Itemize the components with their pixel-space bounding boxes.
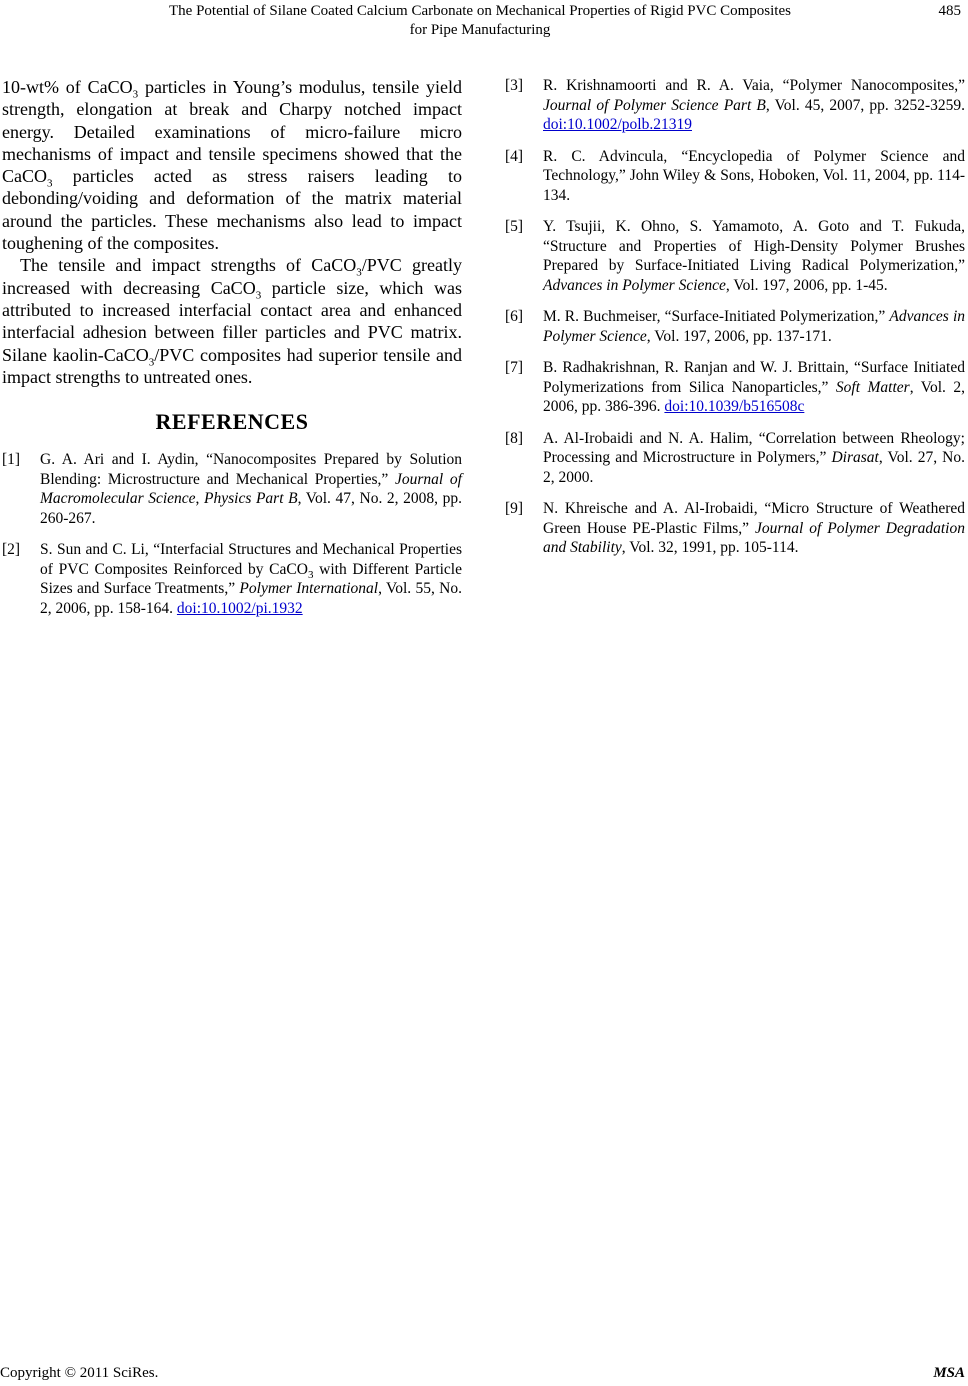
copyright-notice: Copyright © 2011 SciRes. — [0, 1365, 159, 1381]
body-paragraph-2: The tensile and impact strengths of CaCO$_3$/PVC greatly increased with decreasing CaCO$_3$ particle size, which was attributed to increased interfacial contact area and enhanced interfacial adhesion between filler particles and PVC matrix. Silane kaolin-CaCO$_3$/PVC composites had superior tensile and impact strengths to untreated ones. — [2, 255, 463, 387]
reference-item-5: [5] Y. Tsujii, K. Ohno, S. Yamamoto, A. Goto and T. Fukuda, “Structure and Properties of High-Density Polymer Brushes Prepared by Surface-Initiated Living Radical Polymerization,” Advances in Polymer Science, Vol. 197, 2006, pp. 1-45. — [505, 218, 965, 294]
reference-item-9: [9] N. Khreische and A. Al-Irobaidi, “Micro Structure of Weathered Green House PE-Plastic Films,” Journal of Polymer Degradation and Stability, Vol. 32, 1991, pp. 105-114. — [505, 500, 965, 556]
reference-number: [4] — [505, 147, 524, 165]
references-heading: REFERENCES — [155, 409, 309, 435]
reference-item-3: [3] R. Krishnamoorti and R. A. Vaia, “Polymer Nanocomposites,” Journal of Polymer Science Part B, Vol. 45, 2007, pp. 3252-3259. doi:10.1002/polb.21319 — [505, 77, 965, 133]
running-header — [0, 0, 968, 46]
journal-title: Dirasat — [831, 449, 879, 466]
journal-title: Journal of Polymer Degradation and Stability — [543, 519, 965, 556]
reference-number: [9] — [505, 500, 524, 517]
journal-title: Journal of Polymer Science Part B — [543, 96, 766, 114]
reference-number: [5] — [505, 218, 524, 235]
reference-item-8: [8] A. Al-Irobaidi and N. A. Halim, “Correlation between Rheology; Processing and Microstructure in Polymers,” Dirasat, Vol. 27, No. 2, 2000. — [505, 429, 966, 486]
reference-number: [6] — [505, 308, 524, 325]
reference-number: [2] — [2, 541, 21, 559]
running-title-line2: for Pipe Manufacturing — [409, 22, 551, 38]
right-column — [505, 76, 965, 570]
journal-title: Physics Part B — [204, 490, 298, 508]
journal-title: Soft Matter — [835, 378, 910, 396]
journal-title: Polymer International — [239, 580, 379, 598]
journal-title: Advances in Polymer Science — [543, 276, 726, 294]
reference-item-1: [1] G. A. Ari and I. Aydin, “Nanocomposites Prepared by Solution Blending: Microstructure and Mechanical Properties,” Journal of Macromolecular Science, Physics Part B, Vol. 47, No. 2, 2008, pp. 260-267. — [2, 451, 463, 527]
journal-abbreviation: MSA — [933, 1365, 965, 1381]
reference-item-4: [4] R. C. Advincula, “Encyclopedia of Polymer Science and Technology,” John Wiley & Sons, Hoboken, Vol. 11, 2004, pp. 114-134. — [505, 147, 965, 204]
journal-title: Advances in Polymer Science — [543, 308, 966, 345]
reference-number: [1] — [2, 451, 21, 469]
doi-link[interactable]: doi:10.1002/pi.1932 — [176, 599, 303, 617]
doi-link[interactable]: doi:10.1002/polb.21319 — [543, 116, 692, 133]
left-column — [2, 76, 462, 630]
reference-item-7: [7] B. Radhakrishnan, R. Ranjan and W. J. Brittain, “Surface Initiated Polymerizations from Silica Nanoparticles,” Soft Matter, Vol. 2, 2006, pp. 386-396. doi:10.1039/b516508c — [505, 359, 965, 415]
body-paragraph-1: 10-wt% of CaCO$_3$ particles in Young’s modulus, tensile yield strength, elongation at break and Charpy notched impact energy. Detailed examinations of micro-failure micro mechanisms of impact and tensile specimens showed that the CaCO$_3$ particles acted as stress raisers leading to debonding/voiding and deformation of the matrix material around the particles. These mechanisms also lead to impact toughening of the composites. — [2, 77, 463, 254]
running-title — [60, 2, 900, 40]
reference-number: [7] — [505, 359, 524, 376]
page-number: 485 — [938, 3, 961, 19]
journal-title: Journal of Macromolecular Science — [40, 470, 462, 508]
reference-number: [3] — [505, 77, 524, 94]
doi-link[interactable]: doi:10.1039/b516508c — [664, 398, 805, 415]
reference-number: [8] — [505, 429, 524, 447]
running-title-line1: The Potential of Silane Coated Calcium Carbonate on Mechanical Properties of Rigid PVC Composites — [169, 3, 791, 19]
reference-item-2: [2] S. Sun and C. Li, “Interfacial Structures and Mechanical Properties of PVC Composites Reinforced by CaCO$_3$ with Different Particle Sizes and Surface Treatments,” Polymer International, Vol. 55, No. 2, 2006, pp. 158-164. doi:10.1002/pi.1932 — [2, 541, 462, 617]
reference-item-6: [6] M. R. Buchmeiser, “Surface-Initiated Polymerization,” Advances in Polymer Science, Vol. 197, 2006, pp. 137-171. — [505, 308, 966, 345]
